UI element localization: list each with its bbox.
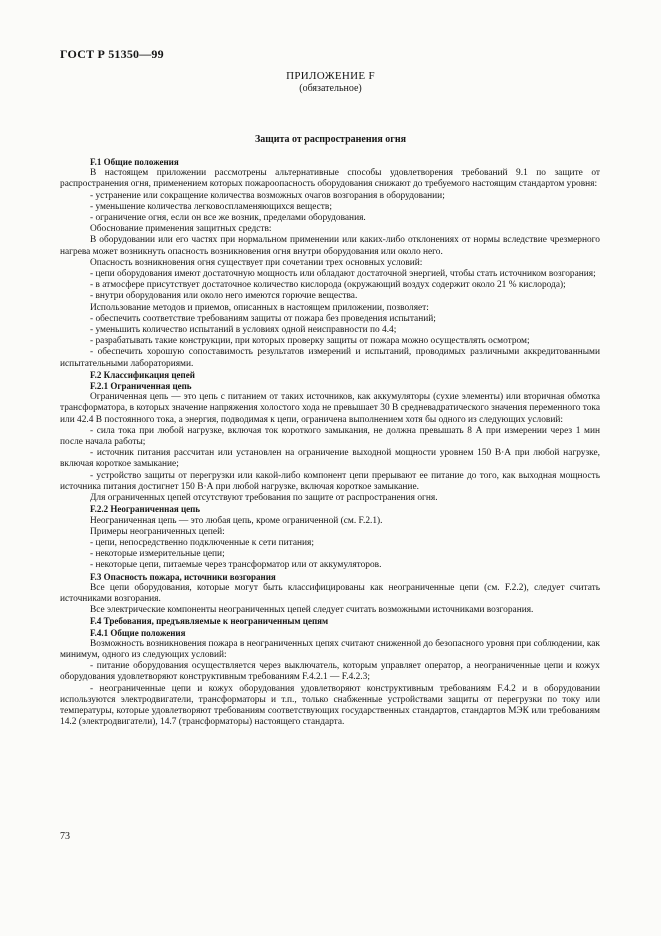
paragraph: - обеспечить хорошую сопоставимость результатов измерений и испытаний, проводимых различными аккредитованными испытательными лабораториями. [60,347,600,369]
paragraph: - уменьшение количества легковоспламеняющихся веществ; [90,201,332,212]
paragraph: - источник питания рассчитан или установлен на ограничение выходной мощности уровнем 150 В·А при любой нагрузке, включая короткое замыкание; [60,448,600,470]
paragraph: - внутри оборудования или около него имеются горючие вещества. [90,291,358,302]
section-heading: F.4.1 Общие положения [90,627,186,638]
document-body [60,157,600,728]
paragraph: Использование методов и приемов, описанных в настоящем приложении, позволяет: [90,302,429,313]
paragraph: В оборудовании или его частях при нормальном применении или каких-либо отклонениях от нормы вследствие чрезмерного нагрева может возникнуть опасность возникновения огня внутри оборудования или около него. [60,235,600,257]
paragraph: - устройство защиты от перегрузки или какой-либо компонент цепи прерывают ее питание до того, как выходная мощность источника питания достигнет 150 В·А при любой нагрузке, включая короткое замыкание. [60,470,600,492]
paragraph: - питание оборудования осуществляется через выключатель, которым управляет оператор, а неограниченные цепи и кожух оборудования удовлетворяют конструктивным требованиям F.4.2.1 — F.4.2.3; [60,661,600,683]
paragraph: В настоящем приложении рассмотрены альтернативные способы удовлетворения требований 9.1 по защите от распространения огня, применением которых пожароопасность оборудования снижают до требуемого настоящим стандартом уровня: [60,168,600,190]
section-heading: F.1 Общие положения [90,157,179,167]
appendix-subtitle: (обязательное) [299,83,362,94]
paragraph: Возможность возникновения пожара в неограниченных цепях считают сниженной до безопасного уровня при соблюдении, как минимум, одного из следующих условий: [60,638,600,660]
paragraph: - неограниченные цепи и кожух оборудования удовлетворяют конструктивным требованиям F.4.2 и в оборудовании используются электродвигатели, трансформаторы и т.п., только снабженные устройствами защиты от перегрузки по току или температуры, которые удовлетворяют требованиям соответствующих государственных стандартов, стандартов МЭК или требованиям 14.2 (электродвигатели), 14.7 (трансформаторы) настоящего стандарта. [60,683,600,728]
paragraph: - некоторые цепи, питаемые через трансформатор или от аккумуляторов. [90,560,382,571]
section-heading: F.2.2 Неограниченная цепь [90,504,201,515]
paragraph: Примеры неограниченных цепей: [90,526,225,537]
paragraph: - цепи, непосредственно подключенные к сети питания; [90,537,314,548]
paragraph: - цепи оборудования имеют достаточную мощность или обладают достаточной энергией, чтобы стать источником возгорания; [90,269,596,280]
page-number: 73 [60,831,70,842]
paragraph: Неограниченная цепь — это любая цепь, кроме ограниченной (см. F.2.1). [90,515,383,526]
section-heading: F.3 Опасность пожара, источники возгорания [90,571,276,582]
section-heading: F.2 Классификация цепей [90,369,195,380]
section-heading: F.2.1 Ограниченная цепь [90,381,192,392]
paragraph: - ограничение огня, если он все же возник, пределами оборудования. [90,213,366,224]
section-heading: F.4 Требования, предъявляемые к неограниченным цепям [90,616,329,627]
standard-code: ГОСТ Р 51350—99 [60,47,164,61]
paragraph: - устранение или сокращение количества возможных очагов возгорания в оборудовании; [90,190,445,201]
paragraph: - некоторые измерительные цепи; [90,549,225,560]
paragraph: - разрабатывать такие конструкции, при которых проверку защиты от пожара можно осуществлять осмотром; [90,336,530,347]
appendix-title: ПРИЛОЖЕНИЕ F [286,70,375,82]
paragraph: Опасность возникновения огня существует при сочетании трех основных условий: [90,257,423,268]
document-title: Защита от распространения огня [254,134,406,145]
paragraph: Обоснование применения защитных средств: [90,224,272,235]
paragraph: Для ограниченных цепей отсутствуют требования по защите от распространения огня. [90,493,438,504]
paragraph: Ограниченная цепь — это цепь с питанием от таких источников, как аккумуляторы (сухие элементы) или вторичная обмотка трансформатора, в которых значение напряжения холостого хода не превышает 30 В средневадратического значения переменного тока или 42.4 В постоянного тока, а энергия, подводимая к цепи, ограничена выполнением хотя бы одного из следующих условий: [60,392,600,425]
paragraph: - уменьшить количество испытаний в условиях одной неисправности по 4.4; [90,325,397,336]
paragraph: Все электрические компоненты неограниченных цепей следует считать возможными источниками возгорания. [90,605,534,616]
paragraph: - сила тока при любой нагрузке, включая ток короткого замыкания, не должна превышать 8 А при измерении через 1 мин после начала работы; [60,425,600,448]
paragraph: - обеспечить соответствие требованиям защиты от пожара без проведения испытаний; [90,313,436,324]
paragraph: Все цепи оборудования, которые могут быть классифицированы как неограниченные цепи (см. F.2.2), следует считать источниками возгорания. [60,582,600,604]
paragraph: - в атмосфере присутствует достаточное количество кислорода (окружающий воздух содержит около 21 % кислорода); [90,280,566,291]
